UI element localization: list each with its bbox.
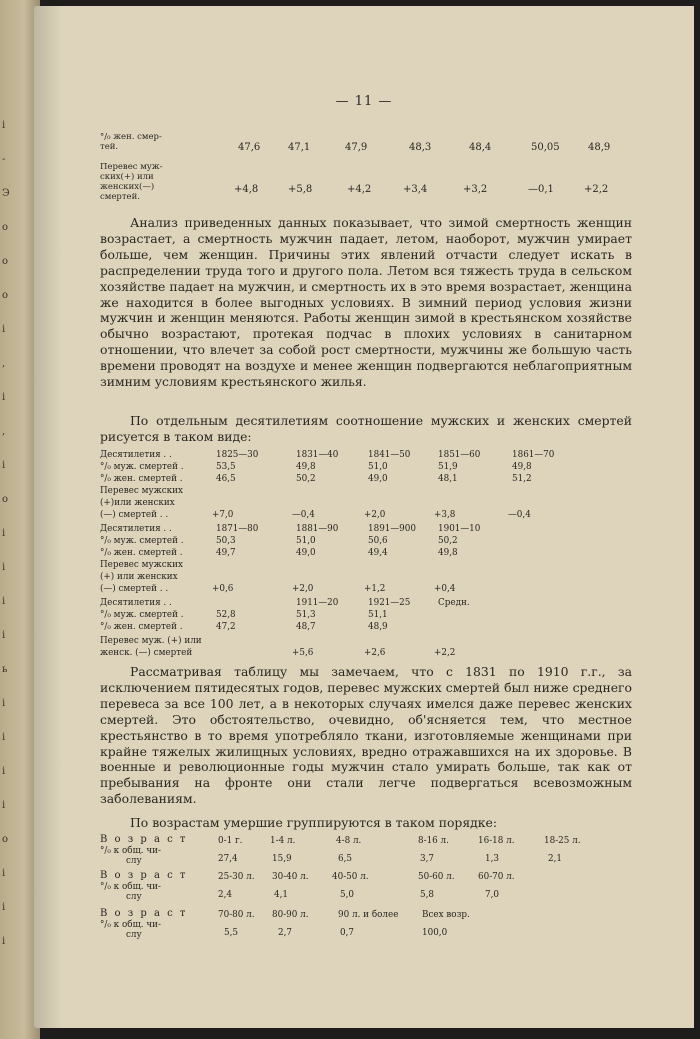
table-cell: 47,6 xyxy=(238,142,261,153)
facing-page-text-fragment: і xyxy=(2,630,6,641)
table-cell: 50,3 xyxy=(216,536,236,546)
table-cell: 0,7 xyxy=(340,928,354,938)
facing-page-text-fragment: і xyxy=(2,120,6,131)
table-cell: 25-30 л. xyxy=(218,872,255,882)
table-cell: 1841—50 xyxy=(368,450,411,460)
table-cell: 49,4 xyxy=(368,548,388,558)
facing-page-text-fragment: ь xyxy=(2,664,8,675)
row-label: °/₀ жен. смертей . xyxy=(100,548,183,558)
row-label: °/₀ жен. смер- тей. xyxy=(100,132,162,152)
facing-page-text-fragment: - xyxy=(2,154,6,165)
table-cell: 51,1 xyxy=(368,610,388,620)
table-row xyxy=(100,524,640,535)
table-cell: 1851—60 xyxy=(438,450,481,460)
facing-page-text-fragment: о xyxy=(2,290,9,301)
row-label: °/₀ жен. смертей . xyxy=(100,622,183,632)
table-cell: 46,5 xyxy=(216,474,236,484)
monthly-table-fragment xyxy=(100,132,630,212)
table-cell: 2,4 xyxy=(218,890,232,900)
table-cell: 49,0 xyxy=(368,474,388,484)
table-cell: +7,0 xyxy=(212,510,234,520)
table-cell: 6,5 xyxy=(338,854,352,864)
table-cell: 49,7 xyxy=(216,548,236,558)
table-cell: 7,0 xyxy=(485,890,499,900)
table-cell: 49,8 xyxy=(512,462,532,472)
row-label: Десятилетия . . xyxy=(100,524,172,534)
facing-page-text-fragment: і xyxy=(2,698,6,709)
table-cell: 5,0 xyxy=(340,890,354,900)
table-cell: +2,0 xyxy=(364,510,386,520)
table-cell: 1,3 xyxy=(485,854,499,864)
table-cell: +5,6 xyxy=(292,648,314,658)
row-label: (—) смертей . . xyxy=(100,510,169,520)
paragraph: По возрастам умершие группируются в таком порядке: xyxy=(130,815,498,830)
table-cell: 48,4 xyxy=(469,142,492,153)
table-cell: 18-25 л. xyxy=(544,836,581,846)
table-cell: Средн. xyxy=(438,598,470,608)
table-cell: —0,4 xyxy=(508,510,531,520)
table-row xyxy=(100,622,640,633)
table-cell: 51,2 xyxy=(512,474,532,484)
table-row xyxy=(100,462,640,473)
table-cell: 1881—90 xyxy=(296,524,339,534)
row-label: °/₀ к общ. чи- слу xyxy=(100,920,161,940)
row-label: °/₀ к общ. чи- слу xyxy=(100,882,161,902)
table-row xyxy=(100,610,640,621)
table-row xyxy=(100,548,640,559)
table-cell: 51,9 xyxy=(438,462,458,472)
table-cell: Всех возр. xyxy=(422,910,470,920)
table-cell: 4,1 xyxy=(274,890,288,900)
table-cell: 53,5 xyxy=(216,462,236,472)
facing-page-text-fragment: о xyxy=(2,256,9,267)
facing-page-text-fragment: і xyxy=(2,460,6,471)
table-cell: 1861—70 xyxy=(512,450,555,460)
table-cell: +5,8 xyxy=(288,184,313,195)
table-cell: 1911—20 xyxy=(296,598,339,608)
table-row xyxy=(100,498,640,509)
table-cell: 2,1 xyxy=(548,854,562,864)
table-cell: 1825—30 xyxy=(216,450,259,460)
table-cell: 47,9 xyxy=(345,142,368,153)
table-cell: 50,2 xyxy=(438,536,458,546)
table-cell: 1921—25 xyxy=(368,598,411,608)
table-row xyxy=(100,132,630,154)
table-cell: 0-1 г. xyxy=(218,836,243,846)
table-cell: 52,8 xyxy=(216,610,236,620)
row-label: °/₀ муж. смертей . xyxy=(100,462,184,472)
table-row xyxy=(100,584,640,595)
facing-page-text-fragment: , xyxy=(2,358,6,369)
row-label: °/₀ муж. смертей . xyxy=(100,536,184,546)
table-cell: 1891—900 xyxy=(368,524,416,534)
table-cell: +2,2 xyxy=(434,648,456,658)
row-label: Перевес мужских xyxy=(100,486,183,496)
table-cell: 50,6 xyxy=(368,536,388,546)
table-cell: +4,2 xyxy=(347,184,372,195)
table-cell: 51,0 xyxy=(296,536,316,546)
row-label: °/₀ к общ. чи- слу xyxy=(100,846,161,866)
facing-page-text-fragment: о xyxy=(2,834,9,845)
row-label: В о з р а с т xyxy=(100,870,188,881)
table-row xyxy=(100,648,640,659)
paragraph: По отдельным десятилетиям соотношение мужских и женских смертей рисуется в таком виде: xyxy=(100,413,632,444)
facing-page-text-fragment: і xyxy=(2,392,6,403)
table-cell: 90 л. и более xyxy=(338,910,399,920)
table-row xyxy=(100,560,640,571)
table-cell: 50,05 xyxy=(531,142,560,153)
row-label: Перевес муж- ских(+) или женских(—) смертей. xyxy=(100,162,163,202)
table-cell: 3,7 xyxy=(420,854,434,864)
row-label: Десятилетия . . xyxy=(100,450,172,460)
table-row xyxy=(100,636,640,647)
row-label: Перевес муж. (+) или xyxy=(100,636,202,646)
table-cell: 49,0 xyxy=(296,548,316,558)
table-cell: +2,0 xyxy=(292,584,314,594)
table-cell: 47,2 xyxy=(216,622,236,632)
facing-page-text-fragment: і xyxy=(2,868,6,879)
table-row xyxy=(100,510,640,521)
table-cell: 1831—40 xyxy=(296,450,339,460)
row-label: (+) или женских xyxy=(100,572,178,582)
table-row xyxy=(100,536,640,547)
page-number: — 11 — xyxy=(335,94,393,109)
table-cell: 49,8 xyxy=(296,462,316,472)
table-cell: 60-70 л. xyxy=(478,872,515,882)
paragraph: Анализ приведенных данных показывает, что зимой смертность женщин возрастает, а смертность мужчин падает, летом, наоборот, мужчин умирает больше, чем женщин. Причины этих явлений отчасти следует искать в распределении труда того и другого пола. Летом вся тяжесть труда в сельском хозяйстве падает на мужчин, и смертность их в это время возрастает, женщина же находится в более выгодных условиях. В зимний период условия жизни мужчин и женщин меняются. Работы женщин зимой в крестьянском хозяйстве обычно возрастают, протекая подчас в плохих условиях в санитарном отношении, что влечет за собой рост смертности, мужчины же большую часть времени проводят на воздухе и менее женщин подвергаются неблагоприятным зимним условиям крестьянского жилья. xyxy=(100,215,632,390)
facing-page-text-fragment: і xyxy=(2,562,6,573)
table-cell: 51,0 xyxy=(368,462,388,472)
table-row xyxy=(100,572,640,583)
facing-page-text-fragment: Э xyxy=(2,188,10,199)
table-cell: 49,8 xyxy=(438,548,458,558)
table-cell: 1871—80 xyxy=(216,524,259,534)
table-cell: 5,5 xyxy=(224,928,238,938)
table-cell: +1,2 xyxy=(364,584,386,594)
facing-page-text-fragment: і xyxy=(2,324,6,335)
facing-page-text-fragment: о xyxy=(2,222,9,233)
table-cell: 1901—10 xyxy=(438,524,481,534)
table-row xyxy=(100,450,640,461)
table-row xyxy=(100,486,640,497)
facing-page-text-fragment: і xyxy=(2,766,6,777)
table-cell: 48,7 xyxy=(296,622,316,632)
facing-page-text-fragment: і xyxy=(2,902,6,913)
table-cell: +3,2 xyxy=(463,184,488,195)
table-cell: 1-4 л. xyxy=(270,836,296,846)
table-cell: 70-80 л. xyxy=(218,910,255,920)
table-cell: 50,2 xyxy=(296,474,316,484)
table-cell: +0,4 xyxy=(434,584,456,594)
facing-page-text-fragment: і xyxy=(2,936,6,947)
table-cell: 8-16 л. xyxy=(418,836,449,846)
table-row xyxy=(100,474,640,485)
table-cell: 48,1 xyxy=(438,474,458,484)
facing-page-text-fragment: і xyxy=(2,528,6,539)
table-cell: 2,7 xyxy=(278,928,292,938)
table-cell: 5,8 xyxy=(420,890,434,900)
table-cell: —0,1 xyxy=(528,184,554,195)
table-row xyxy=(100,598,640,609)
table-row xyxy=(100,162,630,212)
facing-page-text-fragment: і xyxy=(2,732,6,743)
table-cell: 51,3 xyxy=(296,610,316,620)
paragraph: Рассматривая таблицу мы замечаем, что с 1831 по 1910 г.г., за исключением пятидесятых годов, перевес мужских смертей был ниже среднего перевеса за все 100 лет, а в некоторых случаях имелся даже перевес женских смертей. Это обстоятельство, очевидно, об'ясняется тем, что местное крестьянство в то время употребляло ткани, изготовляемые женщинами при крайне тяжелых жилищных условиях, вредно отражавшихся на их здоровье. В военные и революционные годы мужчин стало умирать больше, так как от пребывания на фронте они стали легче подвергаться всевозможным заболеваниям. xyxy=(100,664,632,807)
row-label: (+)или женских xyxy=(100,498,175,508)
row-label: В о з р а с т xyxy=(100,834,188,845)
table-cell: 80-90 л. xyxy=(272,910,309,920)
table-cell: +2,2 xyxy=(584,184,609,195)
facing-page-text-fragment: і xyxy=(2,800,6,811)
table-cell: 48,3 xyxy=(409,142,432,153)
facing-page-text-fragment: , xyxy=(2,426,6,437)
table-cell: +3,8 xyxy=(434,510,456,520)
row-label: °/₀ жен. смертей . xyxy=(100,474,183,484)
table-cell: 48,9 xyxy=(588,142,611,153)
row-label: женск. (—) смертей xyxy=(100,648,193,658)
table-cell: 50-60 л. xyxy=(418,872,455,882)
row-label: Десятилетия . . xyxy=(100,598,172,608)
row-label: °/₀ муж. смертей . xyxy=(100,610,184,620)
table-cell: 15,9 xyxy=(272,854,292,864)
table-cell: 16-18 л. xyxy=(478,836,515,846)
row-label: Перевес мужских xyxy=(100,560,183,570)
table-cell: —0,4 xyxy=(292,510,315,520)
row-label: В о з р а с т xyxy=(100,908,188,919)
table-cell: 48,9 xyxy=(368,622,388,632)
table-cell: +2,6 xyxy=(364,648,386,658)
row-label: (—) смертей . . xyxy=(100,584,169,594)
table-cell: 4-8 л. xyxy=(336,836,362,846)
table-cell: 40-50 л. xyxy=(332,872,369,882)
facing-page-text-fragment: і xyxy=(2,596,6,607)
table-cell: 30-40 л. xyxy=(272,872,309,882)
table-cell: +3,4 xyxy=(403,184,428,195)
table-cell: +0,6 xyxy=(212,584,234,594)
book-page xyxy=(34,6,694,1028)
facing-page-text-fragment: о xyxy=(2,494,9,505)
table-cell: 100,0 xyxy=(422,928,448,938)
table-cell: +4,8 xyxy=(234,184,259,195)
table-cell: 47,1 xyxy=(288,142,311,153)
table-cell: 27,4 xyxy=(218,854,238,864)
